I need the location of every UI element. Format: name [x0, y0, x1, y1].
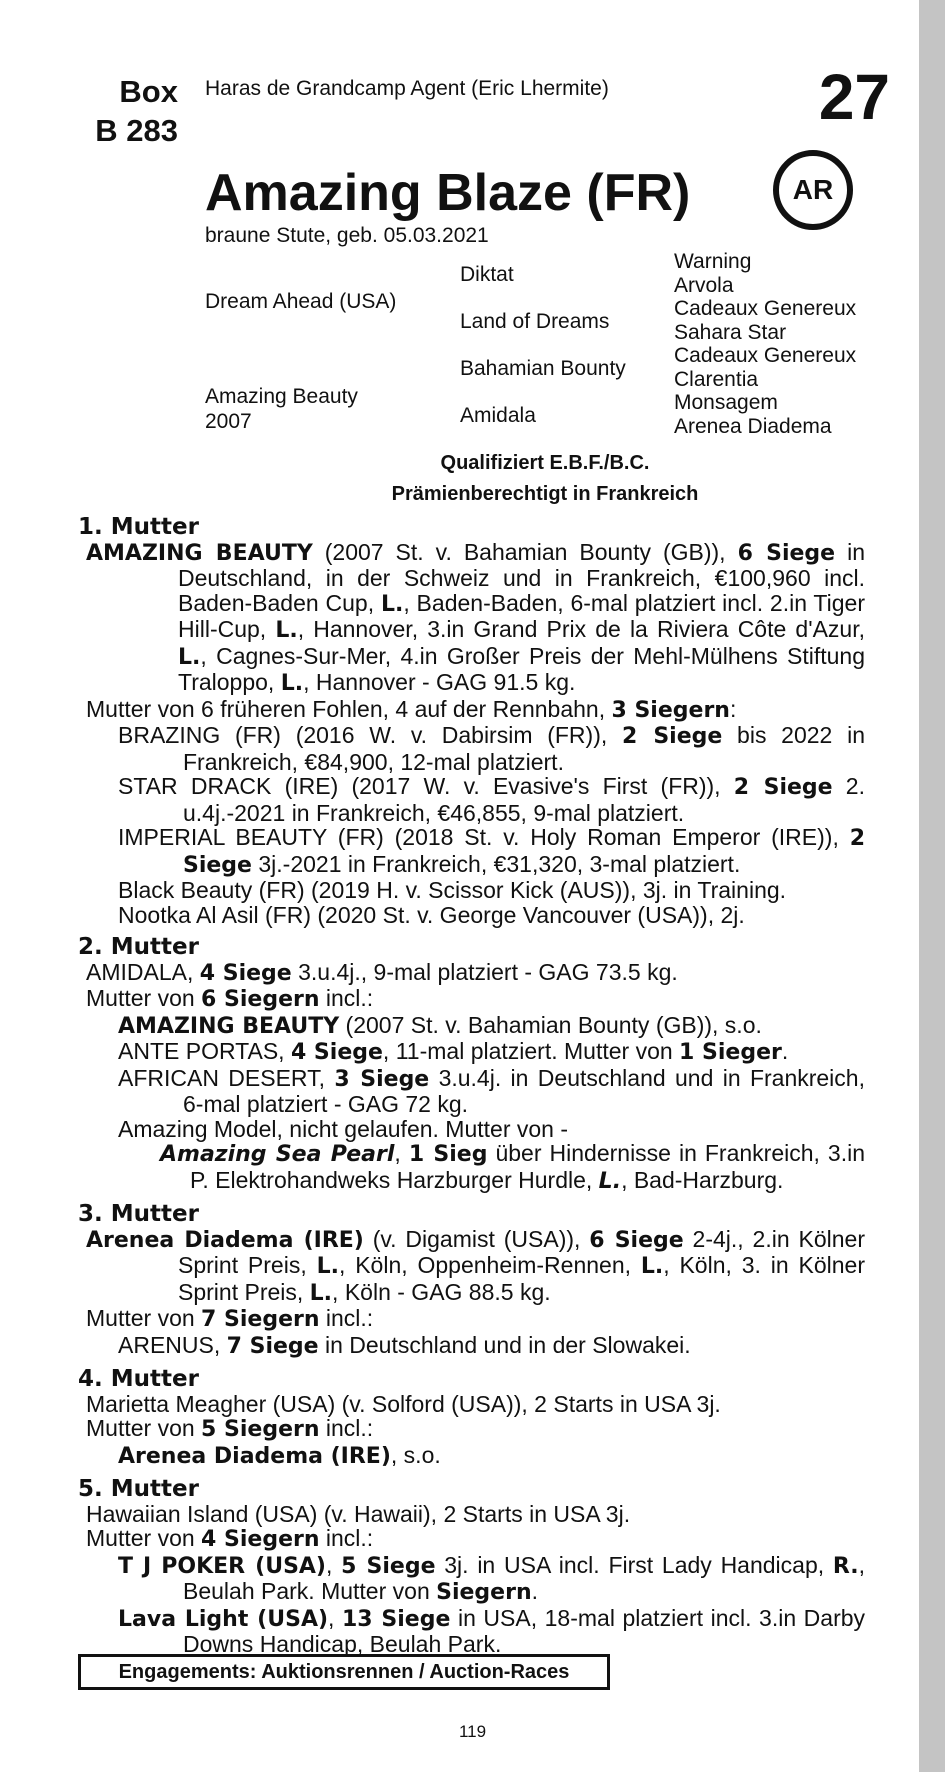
page-number: 119 [458, 1722, 487, 1741]
entry-text: ANTE PORTAS, [118, 1038, 291, 1064]
entry-text: Mutter von [86, 1415, 202, 1441]
entry-text: 1 Sieg [408, 1142, 488, 1167]
entry-text: IMPERIAL BEAUTY (FR) (2018 St. v. Holy Roman Emperor (IRE)), [118, 824, 850, 850]
entry-text: , Hannover, 3.in Grand Prix de la Riviera Côte d'Azur, [297, 616, 865, 642]
section-heading: 4. Mutter [78, 1366, 199, 1392]
entry-text: (2007 St. v. Bahamian Bounty (GB)), [312, 538, 738, 565]
horse-name: Amazing Blaze (FR) [205, 164, 691, 222]
entry-text: 13 Siege [341, 1606, 451, 1632]
entry-text: R. [832, 1553, 859, 1579]
entry-text: (2007 St. v. Bahamian Bounty (GB)), s.o. [339, 1011, 762, 1038]
entry-text: 4 Siege [199, 960, 292, 986]
pedigree-sire-dam: Land of Dreams [460, 310, 610, 333]
entry-text: 4 Siege [290, 1040, 383, 1065]
entry-text: 3 Siegern [611, 697, 730, 723]
family-entry [78, 774, 865, 825]
entry-text: 3.u.4j., 9-mal platziert - GAG 73.5 kg. [291, 958, 678, 985]
pedigree-dam-dam: Amidala [460, 404, 536, 427]
entry-text: , 11-mal platziert. Mutter von [382, 1038, 680, 1064]
pedigree-g3-5: Cadeaux Genereux [674, 344, 857, 367]
entry-text: AMAZING BEAUTY [86, 540, 313, 566]
entry-text: , Beulah Park. Mutter von [183, 1551, 866, 1604]
entry-text: 2 Siege [733, 775, 833, 800]
entry-text: . [531, 1578, 539, 1604]
entry-text: incl.: [319, 1525, 374, 1551]
entry-text: 6 Siege [589, 1227, 684, 1253]
family-entry [78, 1606, 865, 1657]
entry-text: ARENUS, [118, 1331, 227, 1358]
entry-text: Nootka Al Asil (FR) (2020 St. v. George Vancouver (USA)), 2j. [118, 901, 745, 928]
pedigree-g3-3: Cadeaux Genereux [674, 297, 857, 320]
pedigree-g3-7: Monsagem [674, 391, 778, 414]
family-entry [78, 1306, 865, 1333]
horse-description: braune Stute, geb. 05.03.2021 [205, 224, 489, 247]
pedigree-dam-sire: Bahamian Bounty [460, 357, 626, 380]
pedigree-g3-4: Sahara Star [674, 321, 787, 344]
entry-text: L. [309, 1280, 333, 1306]
entry-text: (v. Digamist (USA)), [363, 1225, 590, 1252]
consignor: Haras de Grandcamp Agent (Eric Lhermite) [205, 77, 609, 100]
pedigree-g3-1: Warning [674, 250, 752, 273]
pedigree-sire: Dream Ahead (USA) [205, 290, 397, 313]
family-entry [78, 960, 865, 987]
entry-text: 4 Siegern [201, 1527, 320, 1552]
entry-text: bis 2022 in Frankreich, €84,900, 12-mal platziert. [183, 722, 865, 775]
qualification-france: Prämienberechtigt in Frankreich [391, 483, 699, 505]
entry-text: incl.: [319, 985, 374, 1011]
family-entry [78, 1333, 865, 1360]
pedigree-dam-year: 2007 [205, 410, 252, 433]
box-word: Box [119, 74, 178, 109]
entry-text: , [328, 1604, 342, 1631]
entry-text: STAR DRACK (IRE) (2017 W. v. Evasive's First (FR)), [118, 773, 734, 799]
entry-text: Arenea Diadema (IRE) [86, 1227, 364, 1253]
entry-text: Lava Light (USA) [118, 1606, 329, 1632]
pedigree-g3-8: Arenea Diadema [674, 415, 832, 438]
family-entry [78, 1553, 865, 1606]
entry-text: 5 Siegern [201, 1417, 320, 1442]
entry-text: AMAZING BEAUTY [118, 1013, 340, 1039]
section-heading: 1. Mutter [78, 514, 199, 540]
family-entry [78, 1526, 865, 1553]
entry-text: , s.o. [390, 1441, 441, 1468]
family-entry [78, 1013, 865, 1040]
entry-text: , Cagnes-Sur-Mer, 4.in Großer Preis der Mehl-Mülhens Stiftung Traloppo, [178, 642, 865, 695]
box-number: B 283 [95, 113, 178, 148]
entry-text: 6 Siegern [201, 987, 320, 1012]
family-entry [78, 1392, 865, 1417]
entry-text: BRAZING (FR) (2016 W. v. Dabirsim (FR)), [118, 722, 622, 748]
entry-text: L. [640, 1254, 664, 1279]
entry-text: L. [280, 671, 304, 696]
mutter-section [78, 1367, 865, 1469]
entry-text: in Deutschland und in der Slowakei. [318, 1331, 691, 1358]
entry-text: L. [178, 644, 201, 670]
entry-text: . [781, 1038, 789, 1064]
entry-text: L. [275, 618, 298, 643]
entry-text: in Deutschland, in der Schweiz und in Frankreich, €100,960 incl. Baden-Baden Cup, [178, 538, 865, 616]
family-entry [78, 697, 865, 724]
entry-text: AFRICAN DESERT, [118, 1064, 335, 1091]
entry-text: , [394, 1140, 409, 1166]
entry-text: , Köln, 3. in Kölner Sprint Preis, [178, 1252, 865, 1305]
lot-number: 27 [818, 61, 890, 133]
entry-text: 3.u.4j. in Deutschland und in Frankreich, 6-mal platziert - GAG 72 kg. [183, 1064, 865, 1117]
entry-text: 7 Siege [226, 1333, 319, 1359]
family-entry [78, 1443, 865, 1470]
entry-text: 1 Sieger [679, 1040, 782, 1065]
family-entry [78, 1039, 865, 1066]
entry-text: Siegern [436, 1580, 532, 1605]
family-entry [78, 1227, 865, 1307]
mutter-section [78, 1202, 865, 1359]
family-entry [78, 878, 865, 903]
entry-text: Mutter von [86, 1305, 202, 1331]
pedigree-g3-6: Clarentia [674, 368, 759, 391]
entry-text: , Baden-Baden, 6-mal platziert incl. 2.in Tiger Hill-Cup, [178, 589, 865, 642]
section-heading: 3. Mutter [78, 1201, 199, 1227]
family-entry [78, 1141, 865, 1194]
entry-text: Mutter von 6 früheren Fohlen, 4 auf der Rennbahn, [86, 695, 612, 722]
family-entry [78, 1416, 865, 1443]
entry-text: Arenea Diadema (IRE) [118, 1443, 391, 1469]
entry-text: , Köln, Oppenheim-Rennen, [338, 1252, 641, 1278]
entry-text: L. [598, 1168, 622, 1194]
entry-text: über Hindernisse in Frankreich, 3.in P. Elektrohandweks Harzburger Hurdle, [190, 1140, 866, 1193]
entry-text: in USA, 18-mal platziert incl. 3.in Darby Downs Handicap, Beulah Park. [183, 1604, 866, 1657]
pedigree-dam: Amazing Beauty [205, 385, 358, 408]
mutter-section [78, 1477, 865, 1657]
ar-badge: AR [773, 150, 853, 230]
entry-text: 3 Siege [334, 1066, 430, 1092]
entry-text: L. [380, 591, 404, 617]
entry-text: Black Beauty (FR) (2019 H. v. Scissor Kick (AUS)), 3j. in Training. [118, 877, 787, 903]
entry-text: : [729, 695, 737, 722]
side-margin-bar [919, 0, 945, 1772]
mutter-section [78, 935, 865, 1194]
entry-text: , Hannover - GAG 91.5 kg. [303, 669, 576, 695]
box-label [78, 72, 178, 150]
entry-text: , Bad-Harzburg. [621, 1166, 784, 1193]
entry-text: 6 Siege [737, 540, 836, 566]
entry-text: Mutter von [86, 985, 202, 1011]
family-entry [78, 1502, 865, 1527]
entry-text: 2. u.4j.-2021 in Frankreich, €46,855, 9-mal platziert. [183, 773, 865, 826]
family-details [78, 513, 865, 1665]
section-heading: 5. Mutter [78, 1476, 199, 1502]
entry-text: 3j.-2021 in Frankreich, €31,320, 3-mal platziert. [251, 850, 741, 877]
entry-text: 3j. in USA incl. First Lady Handicap, [435, 1551, 833, 1578]
entry-text: T J POKER (USA) [118, 1553, 326, 1579]
entry-text: 2-4j., 2.in Kölner Sprint Preis, [178, 1225, 865, 1278]
entry-text: L. [316, 1254, 339, 1279]
entry-text: 2 Siege [622, 724, 723, 749]
engagements-box: Engagements: Auktionsrennen / Auction-Races [78, 1654, 610, 1690]
entry-text: incl.: [319, 1415, 374, 1441]
entry-text: 7 Siegern [201, 1307, 320, 1332]
entry-text: , Köln - GAG 88.5 kg. [332, 1278, 551, 1305]
entry-text: , [326, 1551, 342, 1578]
qualification-ebf: Qualifiziert E.B.F./B.C. [440, 452, 650, 474]
family-entry [78, 986, 865, 1013]
entry-text: Hawaiian Island (USA) (v. Hawaii), 2 Starts in USA 3j. [86, 1500, 631, 1527]
family-entry [78, 1117, 865, 1142]
entry-text: Mutter von [86, 1525, 202, 1551]
entry-text: 2 Siege [183, 826, 865, 878]
family-entry [78, 723, 865, 774]
family-entry [78, 540, 865, 697]
entry-text: AMIDALA, [86, 958, 200, 985]
pedigree-g3-2: Arvola [674, 274, 734, 297]
mutter-section [78, 515, 865, 927]
entry-text: Marietta Meagher (USA) (v. Solford (USA)), 2 Starts in USA 3j. [86, 1390, 721, 1417]
family-entry [78, 1066, 865, 1117]
entry-text: Amazing Sea Pearl [160, 1142, 395, 1167]
entry-text: 5 Siege [341, 1553, 436, 1579]
family-entry [78, 903, 865, 928]
pedigree-sire-sire: Diktat [460, 263, 514, 286]
entry-text: Amazing Model, nicht gelaufen. Mutter von - [118, 1115, 569, 1142]
entry-text: incl.: [319, 1305, 374, 1331]
family-entry [78, 825, 865, 878]
section-heading: 2. Mutter [78, 934, 199, 960]
